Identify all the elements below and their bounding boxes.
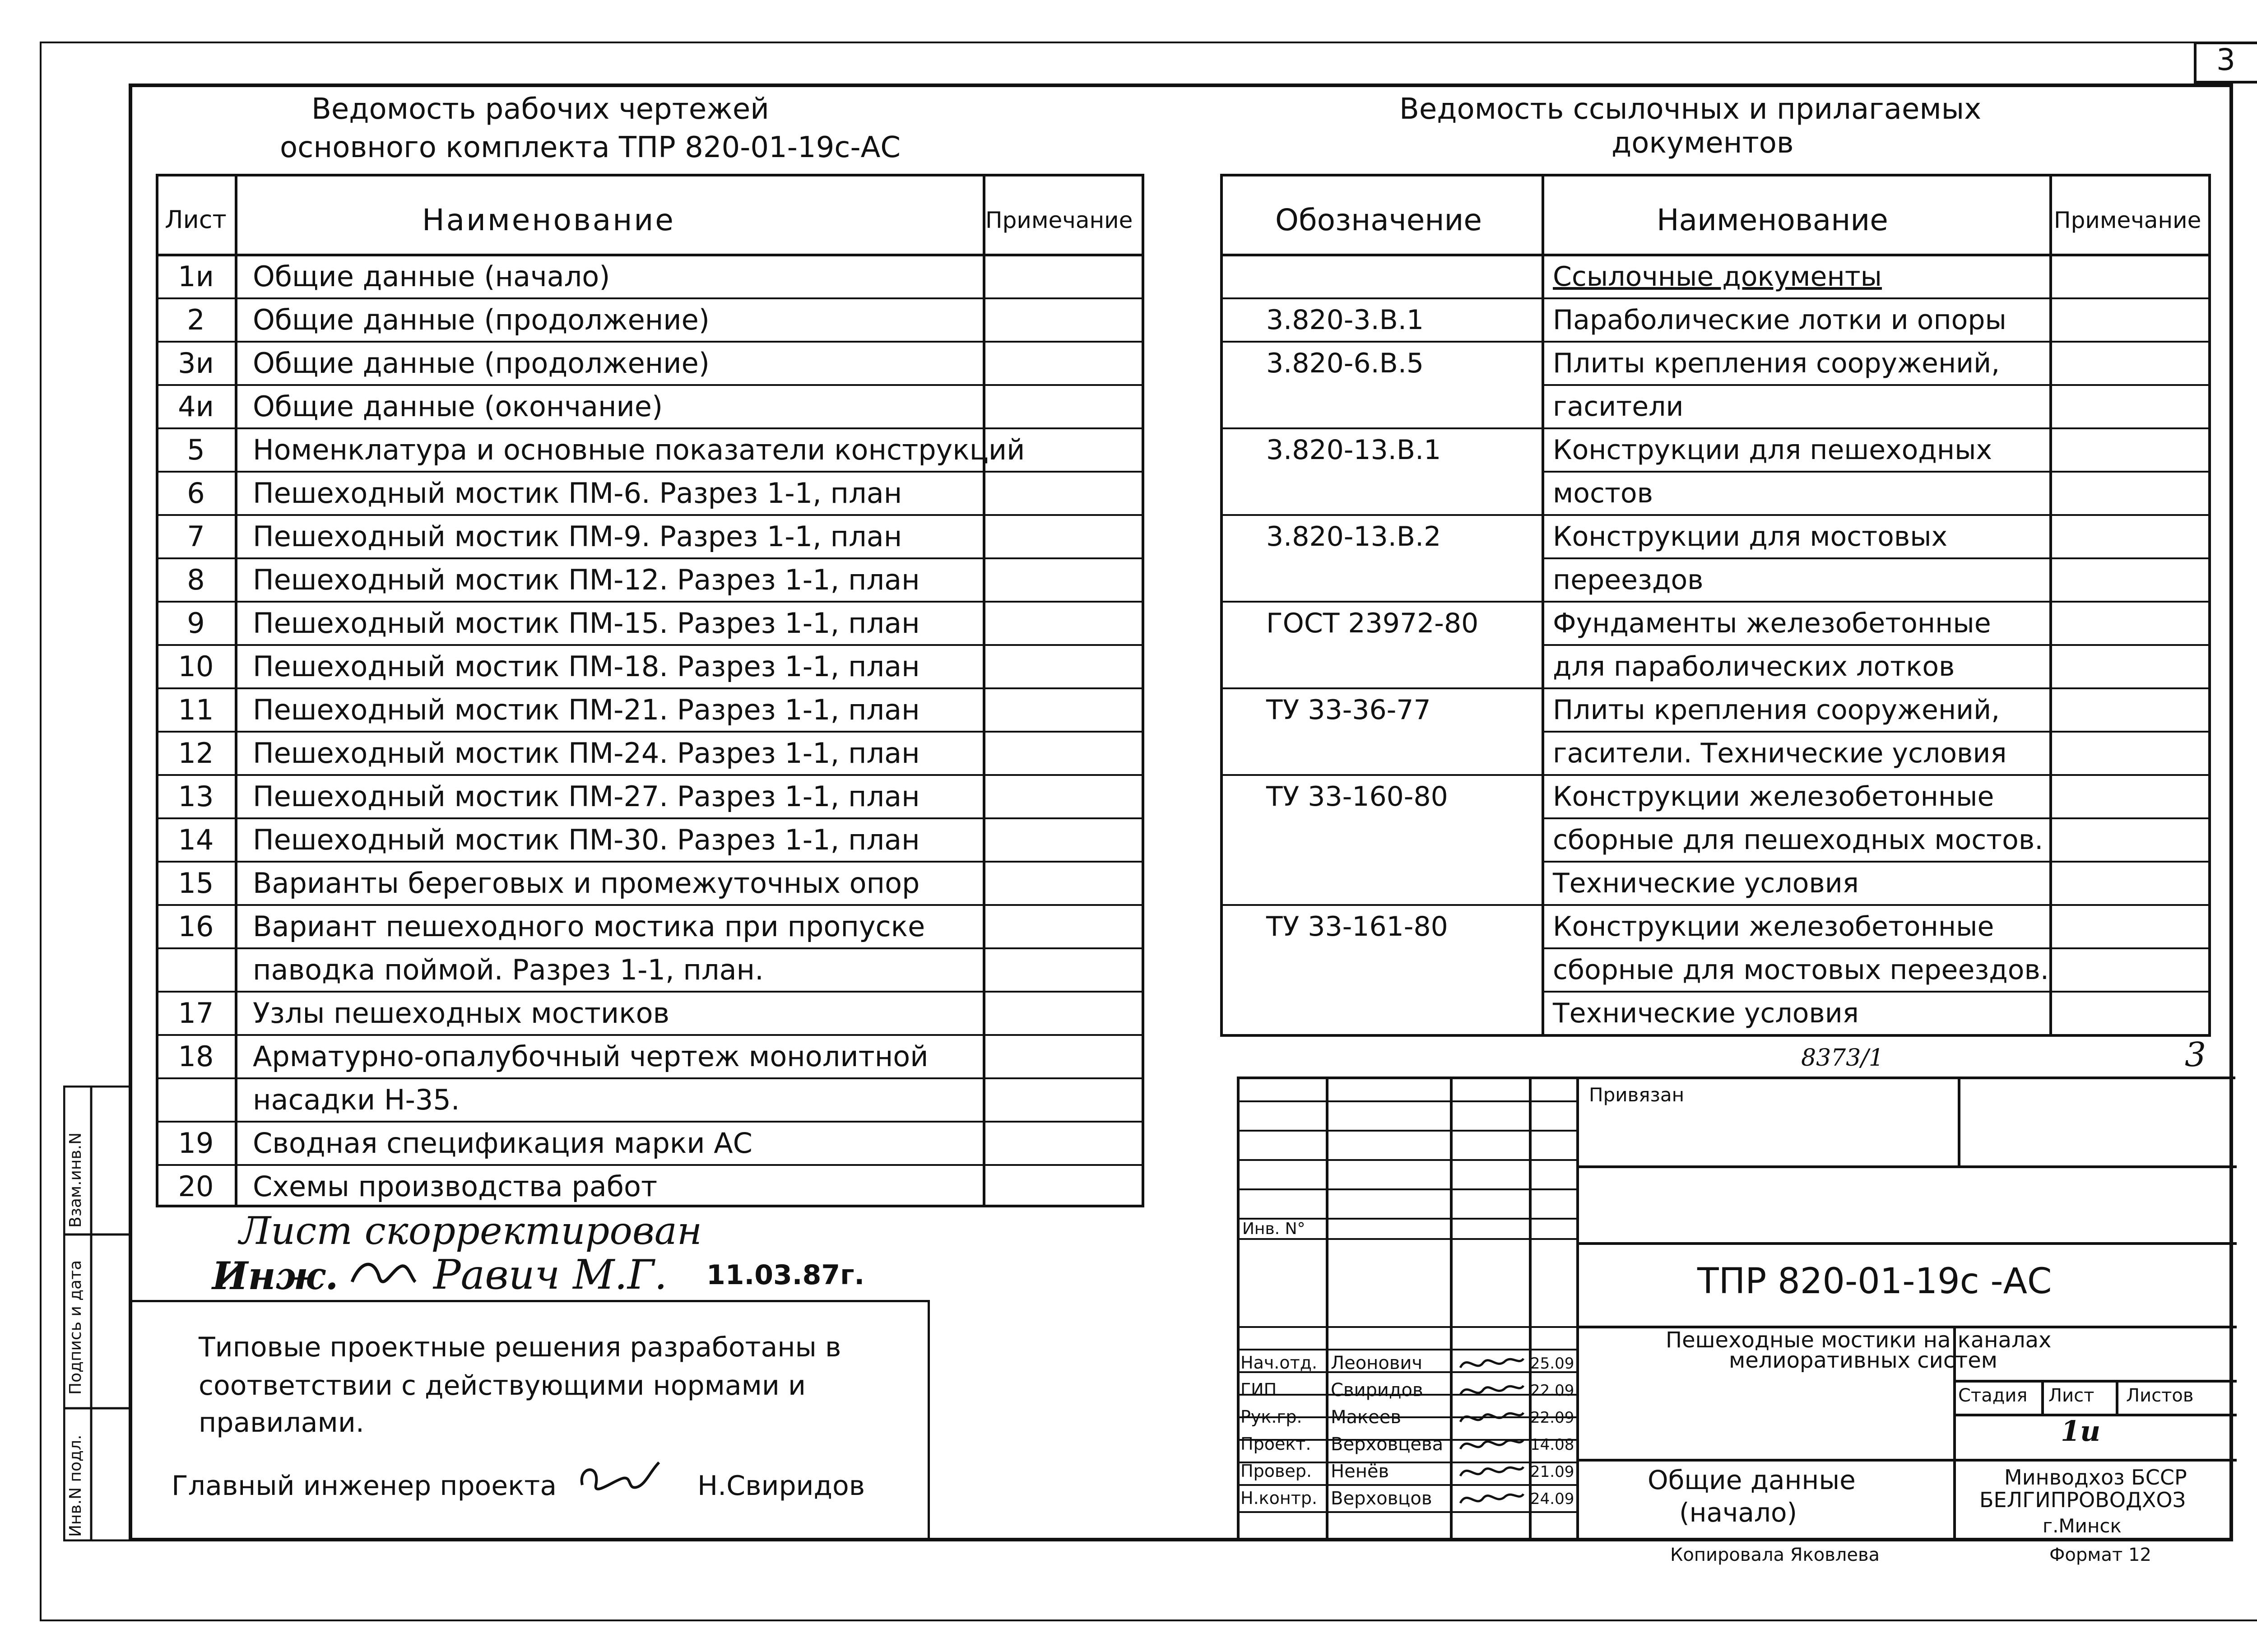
left-row-sheet-number: 14 [178, 823, 214, 856]
right-section-heading: Ссылочные документы [1553, 261, 1882, 292]
signature-role: Проект. [1240, 1434, 1311, 1454]
signature-name: Свиридов [1331, 1380, 1423, 1401]
title-handwritten-number: 8373/1 [1801, 1044, 1884, 1072]
project-title-line2: мелиоративных систем [1729, 1348, 1997, 1373]
left-row-sheet-number: 20 [178, 1170, 214, 1203]
left-row-sheet-number: 15 [178, 867, 214, 900]
doc-code: ТПР 820-01-19с -АС [1697, 1261, 2052, 1302]
note-line3: правилами. [199, 1407, 364, 1439]
org-line1: Минводхоз БССР [2004, 1465, 2187, 1490]
handwritten-signature [1456, 1352, 1528, 1374]
signature-date: 21.09 [1530, 1463, 1574, 1481]
left-row-name: Общие данные (окончание) [253, 390, 663, 423]
right-row-name: мостов [1553, 478, 1653, 509]
signature-name: Ненёв [1331, 1461, 1389, 1482]
stage-header-sheet: Лист [2048, 1385, 2094, 1406]
sheet-title-line2: (начало) [1679, 1497, 1797, 1528]
right-row-code: ТУ 33-36-77 [1266, 694, 1431, 726]
left-row-name: Узлы пешеходных мостиков [253, 997, 670, 1030]
right-row-name: Конструкции для мостовых [1553, 521, 1948, 552]
side-stamp-inv: Инв.N подл. [66, 1434, 85, 1537]
right-row-name: Плиты крепления сооружений, [1553, 694, 2000, 726]
sheet-number: 3 [2216, 42, 2235, 77]
signature-date: 22.09 [1530, 1382, 1574, 1400]
handwritten-signature [1456, 1406, 1528, 1429]
right-row-code: 3.820-13.В.2 [1266, 521, 1441, 552]
left-row-name: Пешеходный мостик ПМ-18. Разрез 1-1, план [253, 650, 920, 683]
stage-value-sheet: 1и [2061, 1415, 2101, 1448]
signature-date: 14.08 [1530, 1436, 1574, 1454]
right-row-code: ТУ 33-161-80 [1266, 911, 1448, 942]
note-line1: Типовые проектные решения разработаны в [199, 1332, 841, 1363]
stage-header-stage: Стадия [1958, 1385, 2028, 1406]
signature-role: Н.контр. [1240, 1488, 1318, 1508]
left-row-name: Вариант пешеходного мостика при пропуске [253, 910, 925, 943]
handwritten-signature [1456, 1460, 1528, 1483]
right-row-name: Технические условия [1553, 998, 1859, 1029]
right-row-name: Конструкции железобетонные [1553, 911, 1994, 942]
left-row-name: Варианты береговых и промежуточных опор [253, 867, 920, 900]
right-row-code: 3.820-3.В.1 [1266, 304, 1424, 336]
left-row-sheet-number: 12 [178, 737, 214, 770]
right-row-name: Конструкции для пешеходных [1553, 434, 1992, 466]
signature-date: 22.09 [1530, 1409, 1574, 1427]
left-row-sheet-number: 1и [178, 260, 214, 293]
left-row-name: Пешеходный мостик ПМ-24. Разрез 1-1, план [253, 737, 920, 770]
left-row-sheet-number: 7 [187, 520, 205, 553]
signature-name: Леонович [1331, 1353, 1422, 1374]
correction-name: Равич М.Г. [433, 1251, 668, 1299]
right-header-name: Наименование [1657, 203, 1888, 237]
side-stamp-podpis: Подпись и дата [66, 1260, 85, 1395]
right-row-code: 3.820-13.В.1 [1266, 434, 1441, 466]
right-row-name: сборные для пешеходных мостов. [1553, 824, 2043, 856]
left-row-name: Пешеходный мостик ПМ-15. Разрез 1-1, план [253, 607, 920, 640]
right-table-grid [1220, 174, 2211, 1037]
left-header-note: Примечание [985, 207, 1133, 233]
left-row-name: Общие данные (продолжение) [253, 347, 710, 380]
left-row-sheet-number: 19 [178, 1127, 214, 1160]
left-title-line1: Ведомость рабочих чертежей [311, 93, 769, 126]
chief-signature [573, 1453, 668, 1503]
left-row-sheet-number: 6 [187, 477, 205, 510]
signature-role: Рук.гр. [1240, 1407, 1302, 1427]
left-row-sheet-number: 8 [187, 563, 205, 596]
right-row-name: Конструкции железобетонные [1553, 781, 1994, 812]
right-header-code: Обозначение [1275, 203, 1482, 237]
right-title-line2: документов [1611, 126, 1794, 160]
org-line3: г.Минск [2043, 1515, 2122, 1537]
left-row-name: Общие данные (начало) [253, 260, 610, 293]
left-row-sheet-number: 2 [187, 303, 205, 336]
left-header-name: Наименование [422, 203, 675, 237]
right-row-name: переездов [1553, 564, 1704, 596]
sheet-title-line1: Общие данные [1648, 1465, 1856, 1495]
left-row-sheet-number: 3и [178, 347, 214, 380]
left-row-name: Пешеходный мостик ПМ-21. Разрез 1-1, план [253, 693, 920, 726]
signature-role: Нач.отд. [1240, 1353, 1318, 1373]
left-row-name: Пешеходный мостик ПМ-27. Разрез 1-1, план [253, 780, 920, 813]
org-line2: БЕЛГИПРОВОДХОЗ [1979, 1488, 2186, 1512]
handwritten-signature [1456, 1487, 1528, 1510]
left-row-sheet-number: 18 [178, 1040, 214, 1073]
footer-copied-by: Копировала Яковлева [1670, 1545, 1880, 1565]
signature-date: 25.09 [1530, 1355, 1574, 1373]
left-row-name: насадки Н-35. [253, 1083, 460, 1116]
left-row-name: Арматурно-опалубочный чертеж монолитной [253, 1040, 929, 1073]
signature-role: ГИП [1240, 1380, 1277, 1400]
right-row-code: 3.820-6.В.5 [1266, 348, 1424, 379]
left-row-name: Схемы производства работ [253, 1170, 658, 1203]
privyazan-label: Привязан [1589, 1084, 1685, 1106]
left-row-sheet-number: 9 [187, 607, 205, 640]
right-row-name: Плиты крепления сооружений, [1553, 348, 2000, 379]
left-row-sheet-number: 17 [178, 997, 214, 1030]
note-line2: соответствии с действующими нормами и [199, 1370, 806, 1401]
right-row-name: Фундаменты железобетонные [1553, 608, 1991, 639]
correction-signature [348, 1250, 420, 1295]
right-row-code: ГОСТ 23972-80 [1266, 608, 1479, 639]
left-row-sheet-number: 11 [178, 693, 214, 726]
signature-name: Верховцов [1331, 1488, 1432, 1509]
footer-format: Формат 12 [2049, 1545, 2151, 1565]
left-row-sheet-number: 16 [178, 910, 214, 943]
left-row-sheet-number: 4и [178, 390, 214, 423]
left-header-sheet: Лист [165, 205, 227, 234]
left-row-name: Пешеходный мостик ПМ-12. Разрез 1-1, план [253, 563, 920, 596]
signature-role: Провер. [1240, 1461, 1312, 1481]
project-title-line1: Пешеходные мостики на каналах [1666, 1327, 2052, 1353]
handwritten-signature [1456, 1433, 1528, 1456]
left-title-line2: основного комплекта ТПР 820-01-19с-АС [280, 131, 901, 164]
left-row-name: Общие данные (продолжение) [253, 303, 710, 336]
right-row-code: ТУ 33-160-80 [1266, 781, 1448, 812]
right-header-note: Примечание [2054, 207, 2201, 233]
left-row-sheet-number: 5 [187, 433, 205, 466]
handwritten-signature [1456, 1379, 1528, 1401]
correction-prefix: Инж. [212, 1253, 339, 1298]
right-row-name: гасители [1553, 391, 1684, 422]
chief-name: Н.Свиридов [697, 1470, 865, 1502]
inv-label: Инв. N° [1242, 1220, 1305, 1238]
right-row-name: сборные для мостовых переездов. [1553, 954, 2049, 986]
right-row-name: гасители. Технические условия [1553, 738, 2007, 769]
left-row-sheet-number: 13 [178, 780, 214, 813]
chief-label: Главный инженер проекта [172, 1470, 557, 1502]
left-row-name: паводка поймой. Разрез 1-1, план. [253, 953, 764, 986]
left-row-sheet-number: 10 [178, 650, 214, 683]
signature-date: 24.09 [1530, 1490, 1574, 1508]
right-row-name: Технические условия [1553, 868, 1859, 899]
correction-line1: Лист скорректирован [239, 1209, 702, 1253]
left-row-name: Номенклатура и основные показатели конструкций [253, 433, 1025, 466]
signature-name: Макеев [1331, 1407, 1401, 1428]
title-handwritten-page: 3 [2185, 1035, 2206, 1074]
signature-name: Верховцева [1331, 1434, 1444, 1455]
left-row-name: Пешеходный мостик ПМ-9. Разрез 1-1, план [253, 520, 902, 553]
left-row-name: Пешеходный мостик ПМ-6. Разрез 1-1, план [253, 477, 902, 510]
right-row-name: Параболические лотки и опоры [1553, 304, 2006, 336]
right-title-line1: Ведомость ссылочных и прилагаемых [1399, 93, 1982, 126]
left-row-name: Пешеходный мостик ПМ-30. Разрез 1-1, план [253, 823, 920, 856]
stage-header-sheets: Листов [2126, 1385, 2194, 1406]
side-stamp-vzam: Взам.инв.N [66, 1132, 85, 1228]
right-row-name: для параболических лотков [1553, 651, 1955, 682]
left-row-name: Сводная спецификация марки АС [253, 1127, 752, 1160]
correction-date: 11.03.87г. [706, 1259, 865, 1291]
